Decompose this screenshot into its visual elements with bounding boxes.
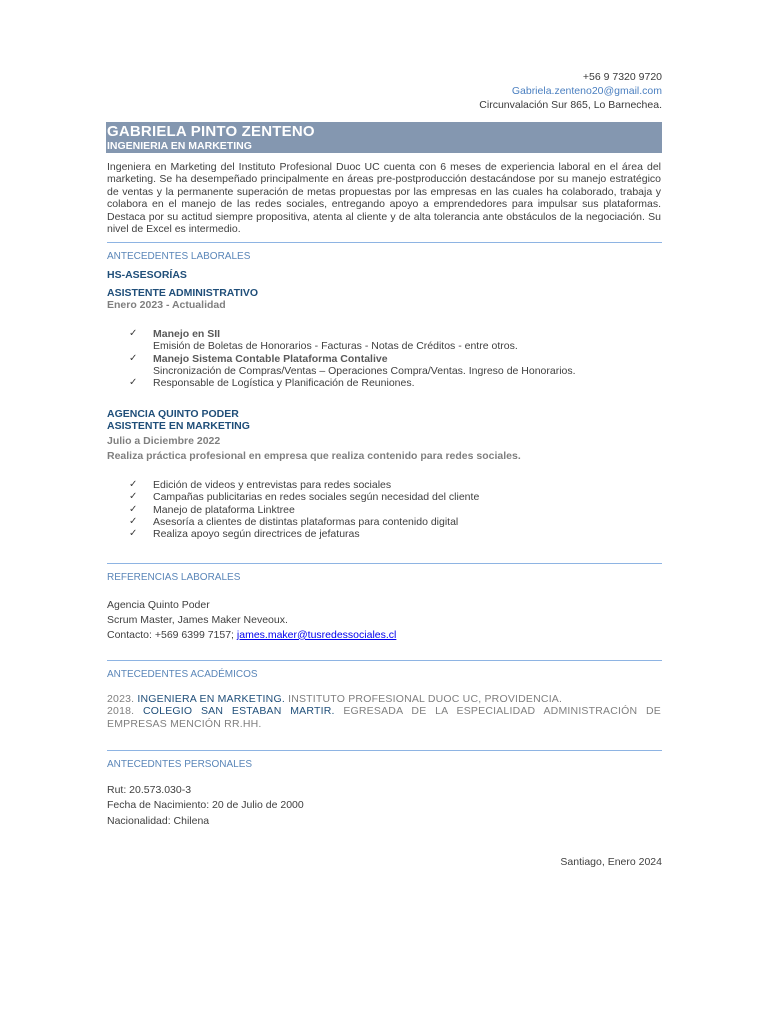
references-block (107, 598, 396, 642)
job1-task-list (129, 328, 576, 389)
job2-description: Realiza práctica profesional en empresa que realiza contenido para redes sociales. (107, 450, 521, 462)
job1-period: Enero 2023 - Actualidad (107, 299, 226, 311)
list-item: ✓ Manejo Sistema Contable Plataforma Contalive Sincronización de Compras/Ventas – Operaciones Compra/Ventas. Ingreso de Honorarios. (129, 352, 576, 377)
academic-entry: 2018. COLEGIO SAN ESTABAN MARTIR. EGRESADA DE LA ESPECIALIDAD ADMINISTRACIÓN DE EMPRESAS MENCIÓN RR.HH. (107, 705, 661, 730)
address: Circunvalación Sur 865, Lo Barnechea. (479, 99, 662, 111)
job2-period: Julio a Diciembre 2022 (107, 435, 221, 447)
list-item: ✓ Manejo en SII Emisión de Boletas de Honorarios - Facturas - Notas de Créditos - entre otros. (129, 328, 518, 353)
place-date: Santiago, Enero 2024 (560, 856, 662, 868)
section-divider (107, 750, 662, 751)
email-address[interactable]: Gabriela.zenteno20@gmail.com (511, 85, 662, 97)
check-icon: ✓ (129, 528, 138, 540)
list-item: ✓ Responsable de Logística y Planificación de Reuniones. (129, 377, 415, 390)
phone-number: +56 9 7320 9720 (582, 71, 662, 83)
list-item: ✓ Campañas publicitarias en redes sociales según necesidad del cliente (129, 491, 480, 504)
section-divider (107, 242, 662, 243)
academic-entry: 2023. INGENIERA EN MARKETING. INSTITUTO PROFESIONAL DUOC UC, PROVIDENCIA. (107, 693, 563, 705)
references-section-title: REFERENCIAS LABORALES (107, 572, 241, 583)
academic-entries (107, 693, 661, 730)
check-icon: ✓ (129, 479, 138, 490)
list-item: ✓ Asesoría a clientes de distintas plataformas para contenido digital (129, 515, 459, 528)
reference-company: Agencia Quinto Poder (107, 599, 210, 611)
rut: Rut: 20.573.030-3 (107, 784, 192, 796)
check-icon: ✓ (129, 377, 138, 389)
list-item: ✓ Manejo de plataforma Linktree (129, 503, 295, 516)
personal-block (107, 783, 304, 829)
check-icon: ✓ (129, 515, 138, 527)
nationality: Nacionalidad: Chilena (107, 814, 210, 827)
job2-role: ASISTENTE EN MARKETING (107, 420, 250, 432)
personal-section-title: ANTECEDNTES PERSONALES (107, 759, 253, 770)
contact-block (479, 70, 662, 112)
reference-person: Scrum Master, James Maker Neveoux. (107, 613, 288, 626)
section-divider (107, 563, 662, 564)
job1-company: HS-ASESORÍAS (107, 269, 187, 281)
list-item: ✓ Edición de videos y entrevistas para redes sociales (129, 479, 392, 491)
name-banner (106, 122, 662, 153)
job2-company: AGENCIA QUINTO PODER (107, 408, 239, 420)
full-name: GABRIELA PINTO ZENTENO (107, 123, 315, 140)
job1-role: ASISTENTE ADMINISTRATIVO (107, 287, 259, 299)
professional-title: INGENIERIA EN MARKETING (107, 140, 252, 152)
reference-email-link[interactable]: james.maker@tusredessociales.cl (236, 628, 397, 641)
profile-summary: Ingeniera en Marketing del Instituto Profesional Duoc UC cuenta con 6 meses de experiencia laboral en el área del marketing. Se ha desempeñado principalmente en áreas pre-postproducción destacándose por su manejo estratégico de ventas y la permanente superación de metas propuestas por las empresas en las cuales ha colaborado, trabaja y colabora en el manejo de las redes sociales, entregando apoyo a emprendedores para impulsar sus plataformas. Destaca por su actitud siempre propositiva, atenta al cliente y de alta tolerancia ante obstáculos de la negociación. Su nivel de Excel es intermedio. (107, 161, 661, 236)
job2-task-list (129, 479, 479, 540)
birth-date: Fecha de Nacimiento: 20 de Julio de 2000 (107, 799, 304, 812)
check-icon: ✓ (129, 352, 138, 364)
reference-contact: Contacto: +569 6399 7157; james.maker@tusredessociales.cl (107, 628, 397, 641)
check-icon: ✓ (129, 491, 138, 503)
academic-section-title: ANTECEDENTES ACADÉMICOS (107, 669, 258, 680)
work-section-title: ANTECEDENTES LABORALES (107, 251, 251, 262)
section-divider (107, 660, 662, 661)
list-item: ✓ Realiza apoyo según directrices de jefaturas (129, 528, 360, 541)
check-icon: ✓ (129, 503, 138, 515)
check-icon: ✓ (129, 328, 138, 339)
